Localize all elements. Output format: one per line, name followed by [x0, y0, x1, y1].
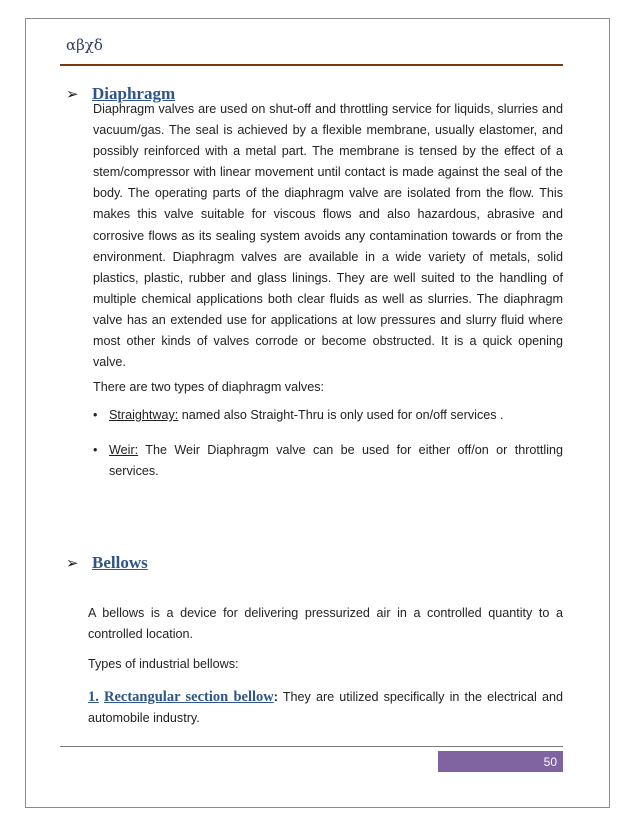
footer-rule	[60, 746, 563, 747]
bellows-title: Bellows	[92, 553, 148, 572]
straightway-term: Straightway:	[109, 408, 179, 422]
bullet-dot: •	[93, 443, 98, 457]
arrow-bullet-icon: ➢	[66, 85, 79, 103]
weir-term: Weir:	[109, 443, 139, 457]
weir-text: The Weir Diaphragm valve can be used for either off/on or throttling services.	[109, 443, 563, 479]
diaphragm-paragraph: Diaphragm valves are used on shut-off and throttling service for liquids, slurries and vacuum/gas. The seal is achieved by a flexible membrane, usually elastomer, and possibly reinforced with a metal part. The membrane is tensed by the effect of a stem/compressor with linear movement until contact is made against the seal of the body. The operating parts of the diaphragm valve are isolated from the flow. This makes this valve suitable for viscous flows and also hazardous, abrasive and corrosive flows as its sealing system avoids any contamination towards or from the environment. Diaphragm valves are available in a wide variety of metals, solid plastics, plastic, rubber and glass linings. They are well suited to the handling of multiple chemical applications both clear fluids as well as slurries. The diaphragm valve has an extended use for applications at low pressures and slurry fluid where most other kinds of valves corrode or become obstructed. It is a quick opening valve.	[93, 102, 563, 370]
bellows-paragraph: A bellows is a device for delivering pressurized air in a controlled quantity to a controlled location.	[88, 606, 563, 642]
bellows-types-intro: Types of industrial bellows:	[88, 657, 239, 671]
arrow-bullet-icon: ➢	[66, 554, 79, 572]
item-number: 1.	[88, 689, 99, 705]
diaphragm-title: Diaphragm	[92, 84, 176, 103]
straightway-text: named also Straight-Thru is only used for on/off services .	[178, 408, 504, 422]
bellows-heading	[66, 553, 148, 573]
rectangular-term: Rectangular section bellow	[104, 689, 274, 705]
list-item-weir	[93, 440, 563, 482]
list-item-body	[109, 405, 563, 426]
page-header: αβχδ	[66, 36, 103, 54]
rectangular-text: They are utilized specifically in the electrical and automobile industry.	[88, 690, 563, 726]
diaphragm-types-intro: There are two types of diaphragm valves:	[93, 380, 324, 394]
list-item-straightway	[93, 405, 563, 426]
list-item-body	[109, 440, 563, 482]
bellows-item-rectangular	[88, 687, 563, 729]
header-rule	[60, 64, 563, 66]
bullet-dot: •	[93, 408, 98, 422]
item-colon: :	[273, 690, 278, 704]
page-number: 50	[438, 751, 563, 772]
